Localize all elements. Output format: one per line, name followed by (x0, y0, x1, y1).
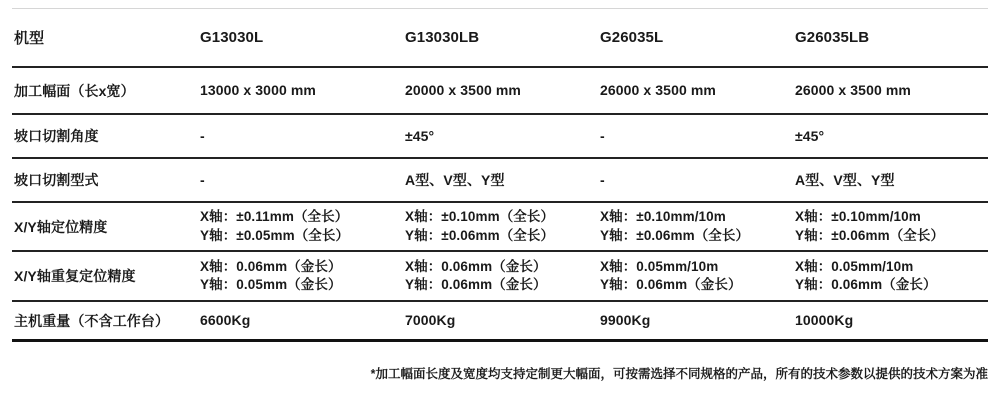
spec-cell (598, 81, 793, 100)
spec-cell (793, 127, 988, 146)
spec-cell (403, 127, 598, 146)
spec-value: 26000 x 3500 mm (795, 82, 911, 99)
table-row-bevel-type (12, 159, 988, 203)
spec-cell (598, 258, 793, 294)
spec-value-y: Y轴：±0.05mm（全长） (200, 227, 350, 243)
table-row-work-area (12, 68, 988, 115)
header-model-g26035l: G26035L (600, 29, 664, 46)
spec-value: - (600, 171, 605, 188)
row-label: 坡口切割角度 (14, 128, 99, 144)
spec-value: ±45° (795, 127, 825, 144)
spec-cell (598, 127, 793, 146)
table-row-machine-weight (12, 302, 988, 342)
row-label: 加工幅面（长x宽） (14, 82, 135, 99)
row-label: X/Y轴重复定位精度 (14, 268, 136, 284)
spec-value: 6600Kg (200, 312, 251, 329)
spec-value: - (200, 127, 205, 144)
header-model-g26035lb: G26035LB (795, 29, 870, 46)
spec-cell (793, 81, 988, 100)
row-label: 主机重量（不含工作台） (14, 312, 170, 329)
spec-cell (793, 311, 988, 330)
spec-value-x: X轴：0.05mm/10m (795, 258, 914, 274)
spec-value: - (600, 127, 605, 144)
spec-value: 9900Kg (600, 312, 651, 329)
spec-value: - (200, 171, 205, 188)
spec-value-y: Y轴：0.06mm（金长） (600, 277, 742, 292)
spec-value: ±45° (405, 127, 435, 144)
spec-value: A型、V型、Y型 (795, 171, 895, 188)
spec-value: 13000 x 3000 mm (200, 82, 316, 99)
spec-cell (793, 258, 988, 294)
spec-value-x: X轴：±0.10mm/10m (600, 209, 726, 225)
spec-cell (198, 311, 403, 330)
table-row-repeat-positioning-accuracy (12, 252, 988, 302)
spec-value: 20000 x 3500 mm (405, 82, 521, 99)
spec-value-y: Y轴：0.06mm（金长） (795, 277, 937, 292)
header-model-g13030l: G13030L (200, 29, 264, 46)
spec-value-x: X轴：±0.10mm（全长） (405, 209, 555, 225)
spec-cell (793, 171, 988, 190)
spec-cell (198, 208, 403, 244)
spec-value-x: X轴：0.06mm（金长） (200, 258, 342, 274)
spec-cell (598, 171, 793, 190)
spec-cell (198, 171, 403, 190)
spec-value-y: Y轴：±0.06mm（全长） (600, 227, 750, 243)
header-label: 机型 (14, 30, 45, 47)
spec-value-y: Y轴：0.05mm（金长） (200, 277, 342, 292)
spec-cell (403, 81, 598, 100)
footnote: *加工幅面长度及宽度均支持定制更大幅面，可按需选择不同规格的产品，所有的技术参数以提供的技术方案为准 (370, 367, 988, 381)
spec-cell (403, 208, 598, 244)
spec-table (12, 8, 988, 342)
spec-value-x: X轴：±0.10mm/10m (795, 209, 921, 225)
spec-value-y: Y轴：0.06mm（金长） (405, 277, 547, 292)
spec-cell (198, 127, 403, 146)
spec-value: 7000Kg (405, 312, 456, 329)
spec-value-x: X轴：0.05mm/10m (600, 258, 719, 274)
spec-cell (198, 258, 403, 294)
spec-cell (403, 258, 598, 294)
row-label: 坡口切割型式 (14, 172, 99, 188)
table-header-row (12, 9, 988, 68)
spec-value-y: Y轴：±0.06mm（全长） (795, 227, 945, 243)
spec-value-x: X轴：0.06mm（金长） (405, 258, 547, 274)
spec-value: A型、V型、Y型 (405, 171, 505, 188)
spec-cell (793, 208, 988, 244)
spec-cell (403, 311, 598, 330)
spec-value: 26000 x 3500 mm (600, 82, 716, 99)
spec-cell (598, 208, 793, 244)
header-model-g13030lb: G13030LB (405, 29, 480, 46)
spec-cell (598, 311, 793, 330)
spec-value-x: X轴：±0.11mm（全长） (200, 209, 349, 225)
spec-value-y: Y轴：±0.06mm（全长） (405, 227, 555, 243)
spec-value: 10000Kg (795, 312, 854, 329)
spec-cell (198, 81, 403, 100)
table-row-positioning-accuracy (12, 203, 988, 252)
spec-cell (403, 171, 598, 190)
row-label: X/Y轴定位精度 (14, 218, 108, 235)
table-row-bevel-angle (12, 115, 988, 159)
